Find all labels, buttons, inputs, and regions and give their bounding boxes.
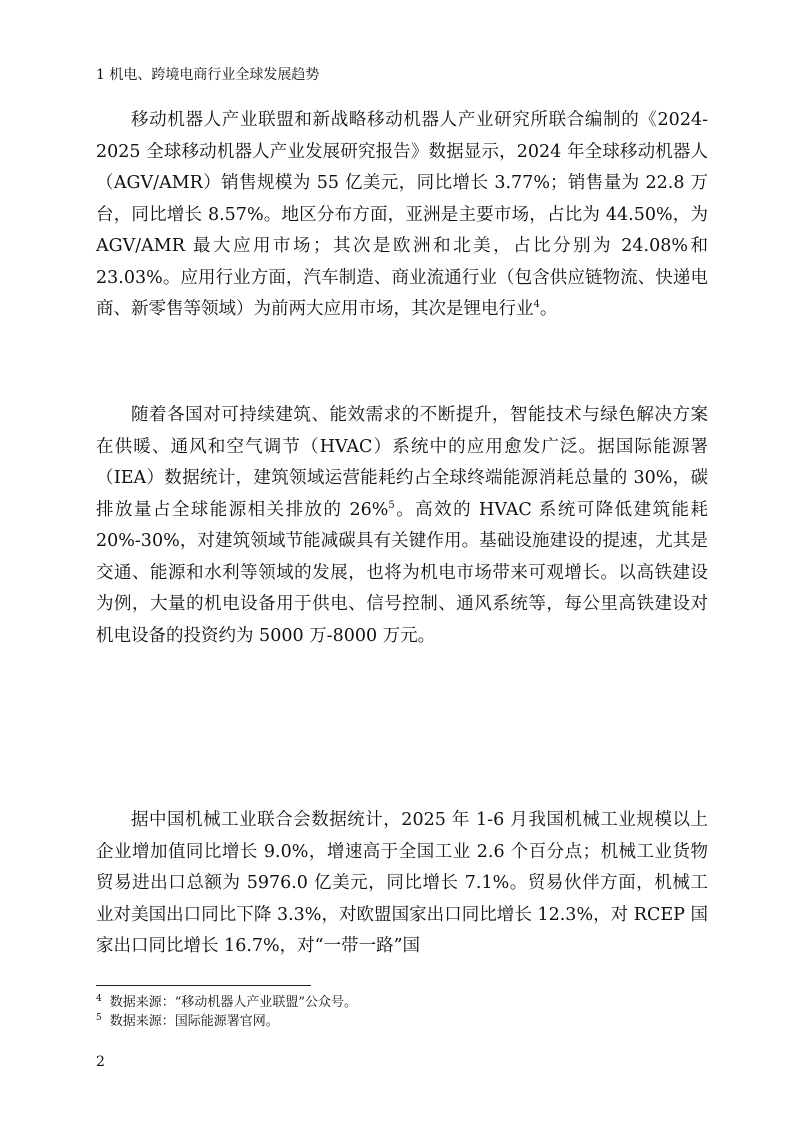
footnote-mark: 4 <box>96 993 102 1004</box>
paragraph-text: 据中国机械工业联合会数据统计，2025 年 1-6 月我国机械工业规模以上企业增加值同比增长 9.0%，增速高于全国工业 2.6 个百分点；机械工业货物贸易进出口总额为 5976.0 亿美元，同比增长 7.1%。贸易伙伴方面，机械工业对美国出口同比下降 3.3%，对欧盟国家出口同比增长 12.3%，对 RCEP 国家出口同比增长 16.7%，对“一带一路”国 <box>96 810 708 956</box>
footnote-mark: 5 <box>96 1012 102 1023</box>
body-paragraph-3 <box>96 805 708 963</box>
footnote-ref-5[interactable]: 5 <box>388 499 395 511</box>
paragraph-text: 随着各国对可持续建筑、能效需求的不断提升，智能技术与绿色解决方案在供暖、通风和空气调节（HVAC）系统中的应用愈发广泛。据国际能源署（IEA）数据统计，建筑领域运营能耗约占全球终端能源消耗总量的 30%，碳排放量占全球能源相关排放的 26% <box>96 405 708 520</box>
footnote-text: 数据来源：“移动机器人产业联盟”公众号。 <box>109 995 358 1010</box>
paragraph-text-continued: 。高效的 HVAC 系统可降低建筑能耗 20%-30%，对建筑领域节能减碳具有关键作用。基础设施建设的提速，尤其是交通、能源和水利等领域的发展，也将为机电市场带来可观增长。以高铁建设为例，大量的机电设备用于供电、信号控制、通风系统等，每公里高铁建设对机电设备的投资约为 5000 万-8000 万元。 <box>96 499 708 646</box>
running-header: 1 机电、跨境电商行业全球发展趋势 <box>96 67 320 83</box>
section-heading <box>96 738 110 768</box>
body-paragraph-1 <box>96 105 708 326</box>
footnote-5 <box>96 1013 279 1030</box>
paragraph-end: 。 <box>539 299 558 319</box>
footnote-ref-4[interactable]: 4 <box>533 299 540 311</box>
body-paragraph-2 <box>96 400 708 652</box>
footnote-text: 数据来源：国际能源署官网。 <box>109 1014 279 1029</box>
footnote-divider <box>96 985 311 986</box>
paragraph-text: 移动机器人产业联盟和新战略移动机器人产业研究所联合编制的《2024-2025 全球移动机器人产业发展研究报告》数据显示，2024 年全球移动机器人（AGV/AMR）销售规模为 55 亿美元，同比增长 3.77%；销售量为 22.8 万台，同比增长 8.57%。地区分布方面，亚洲是主要市场，占比为 44.50%，为 AGV/AMR 最大应用市场；其次是欧洲和北美，占比分别为 24.08%和 23.03%。应用行业方面，汽车制造、商业流通行业（包含供应链物流、快递电商、新零售等领域）为前两大应用市场，其次是锂电行业 <box>96 110 708 319</box>
page-number: 2 <box>96 1054 105 1070</box>
footnote-4 <box>96 994 357 1011</box>
